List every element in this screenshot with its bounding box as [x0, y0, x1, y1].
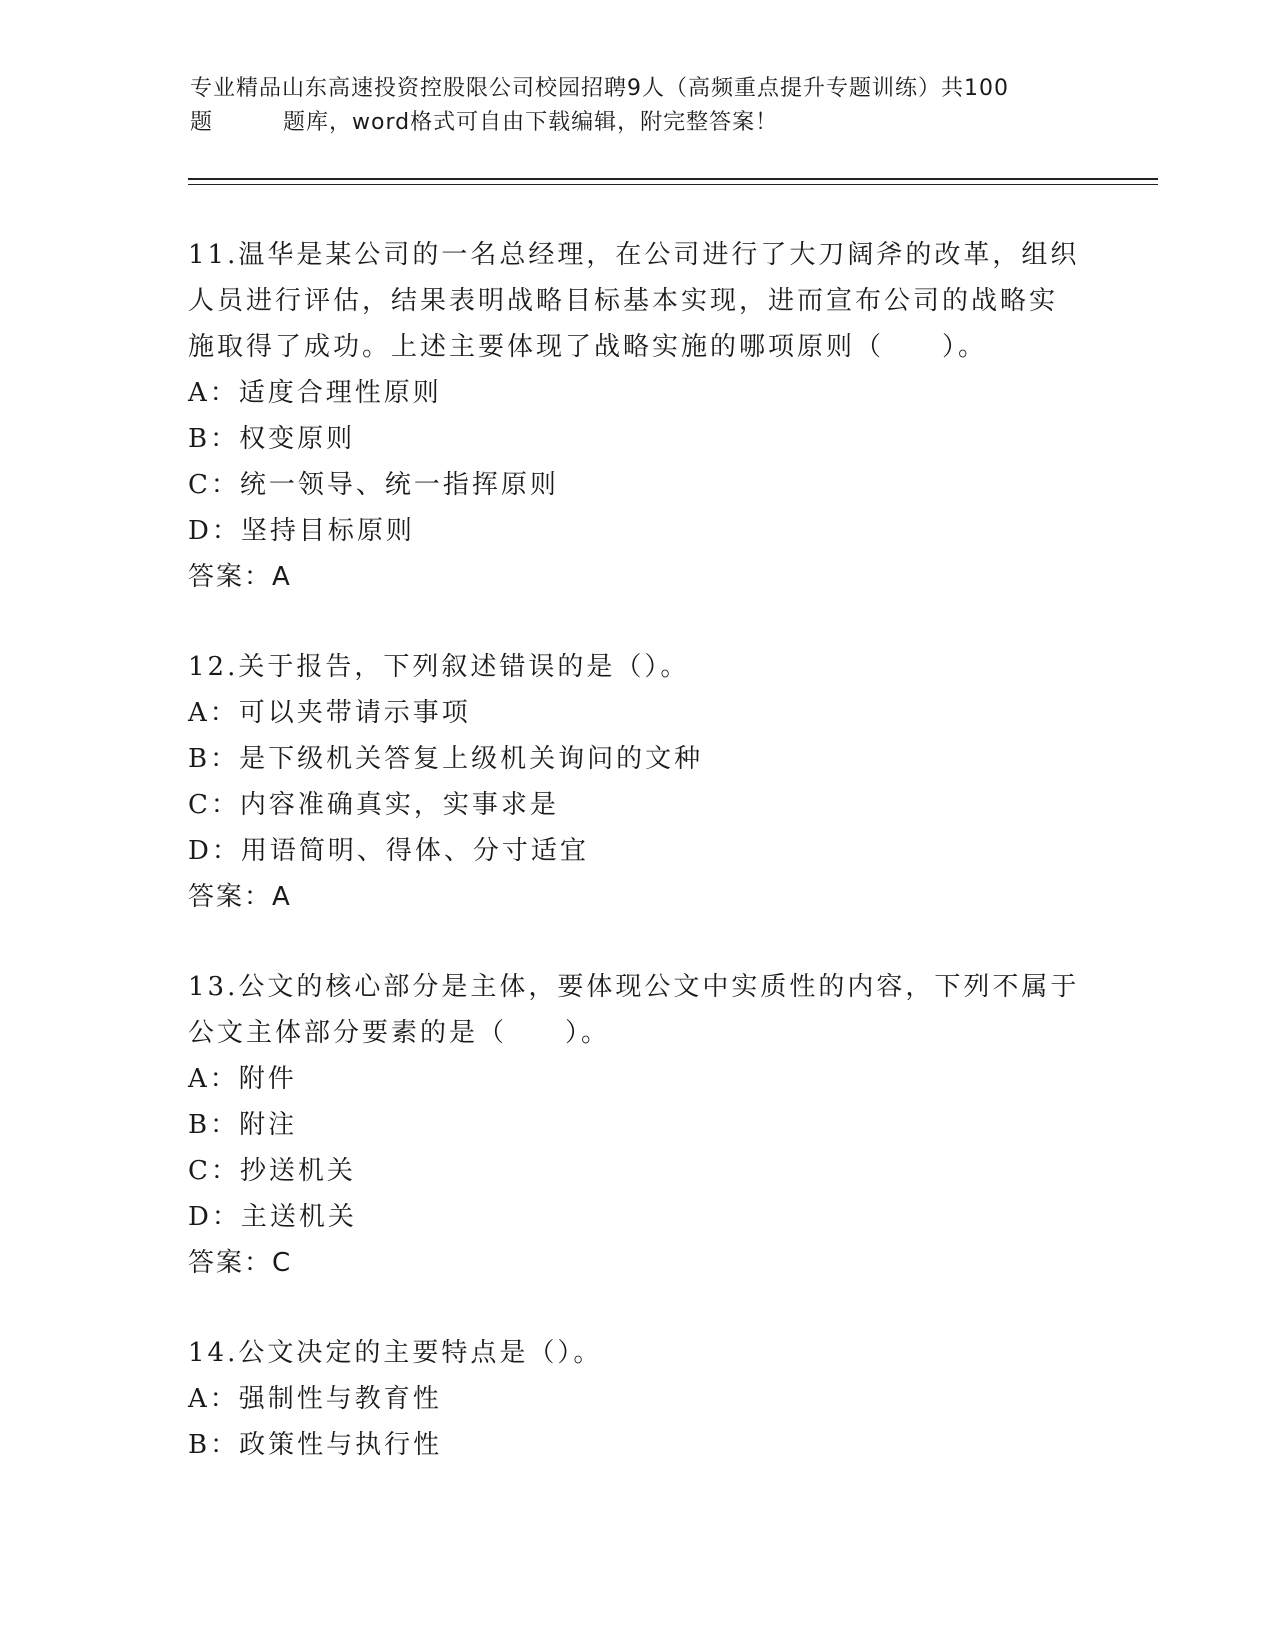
document-header	[190, 72, 1090, 140]
option-a: A：适度合理性原则	[188, 378, 442, 408]
question-14	[188, 1330, 1088, 1468]
question-text-line: 12.关于报告，下列叙述错误的是（）。	[188, 652, 690, 682]
question-text-line: 14.公文决定的主要特点是（）。	[188, 1338, 603, 1368]
answer-line: 答案：C	[188, 1248, 293, 1278]
option-d: D：坚持目标原则	[188, 516, 415, 546]
question-list	[188, 232, 1088, 1512]
option-d: D：主送机关	[188, 1202, 357, 1232]
option-d: D：用语简明、得体、分寸适宜	[188, 836, 589, 866]
header-title-line-2	[190, 106, 1090, 140]
answer-line: 答案：A	[188, 882, 292, 912]
question-text-line: 施取得了成功。上述主要体现了战略实施的哪项原则（ ）。	[188, 332, 988, 362]
question-text-line: 人员进行评估，结果表明战略目标基本实现，进而宣布公司的战略实	[188, 286, 1059, 316]
option-b: B：权变原则	[188, 424, 356, 454]
header-rule-thick	[188, 178, 1158, 180]
option-b: B：政策性与执行性	[188, 1430, 443, 1460]
header-title-line-1: 专业精品山东高速投资控股限公司校园招聘9人（高频重点提升专题训练）共100	[190, 76, 1009, 101]
question-text-line: 公文主体部分要素的是（ ）。	[188, 1018, 611, 1048]
question-13	[188, 964, 1088, 1286]
option-a: A：可以夹带请示事项	[188, 698, 471, 728]
option-c: C：统一领导、统一指挥原则	[188, 470, 559, 500]
option-c: C：内容准确真实，实事求是	[188, 790, 559, 820]
header-title-line-2-start: 题	[190, 110, 214, 135]
option-c: C：抄送机关	[188, 1156, 356, 1186]
option-b: B：附注	[188, 1110, 298, 1140]
question-text-line: 11.温华是某公司的一名总经理，在公司进行了大刀阔斧的改革，组织	[188, 240, 1080, 270]
question-11	[188, 232, 1088, 600]
question-text-line: 13.公文的核心部分是主体，要体现公文中实质性的内容，下列不属于	[188, 972, 1080, 1002]
option-a: A：强制性与教育性	[188, 1384, 442, 1414]
header-title-line-2-rest: 题库，word格式可自由下载编辑，附完整答案！	[283, 110, 779, 135]
option-a: A：附件	[188, 1064, 297, 1094]
answer-line: 答案：A	[188, 562, 292, 592]
header-rule-thin	[188, 184, 1158, 185]
question-12	[188, 644, 1088, 920]
option-b: B：是下级机关答复上级机关询问的文种	[188, 744, 704, 774]
